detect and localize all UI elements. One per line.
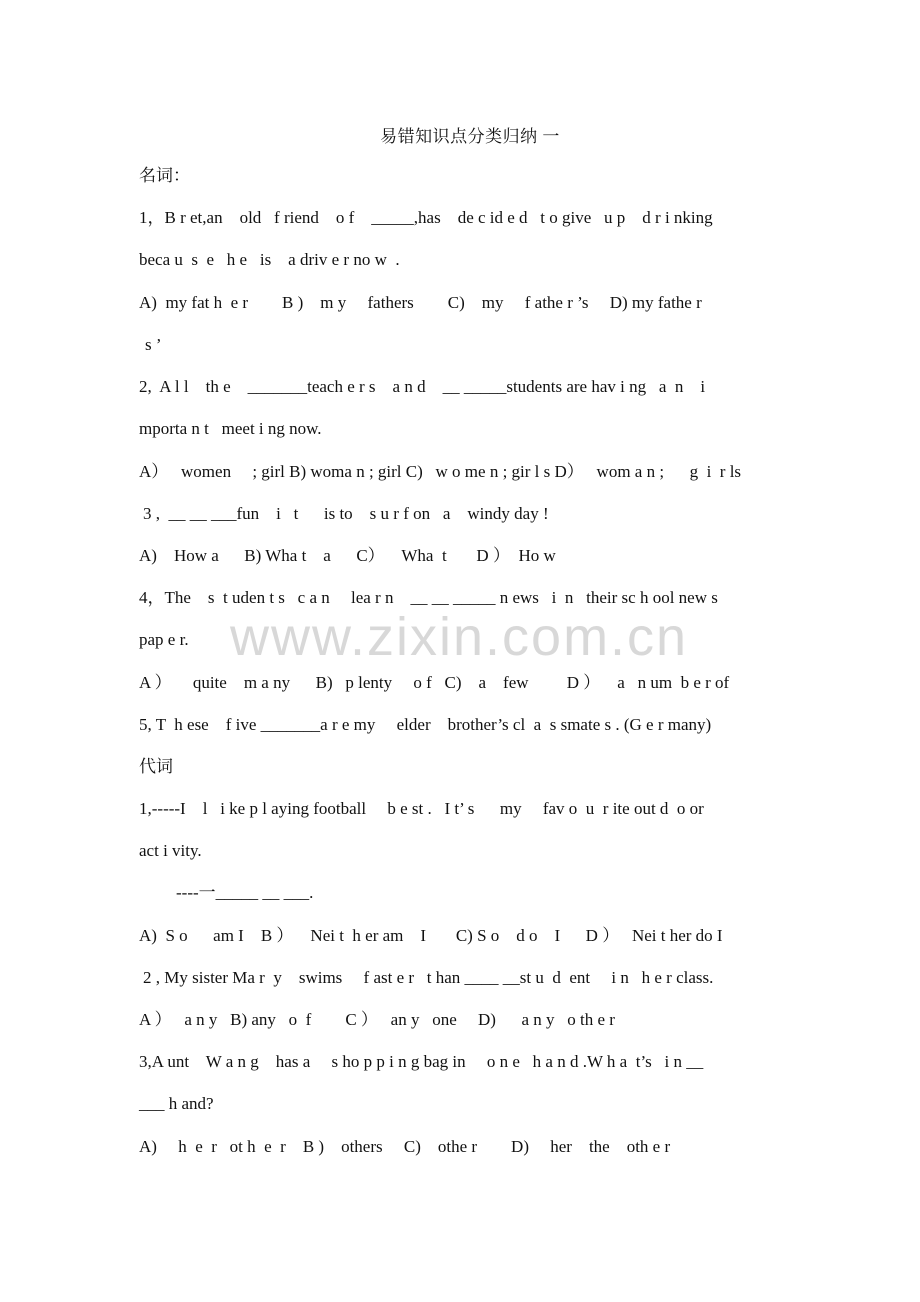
- noun-q1-line2: beca u s e h e is a driv e r no w .: [139, 250, 400, 269]
- pronoun-q3-line2: ___ h and?: [139, 1094, 214, 1113]
- noun-q3-options: A) How a B) Wha t a C） Wha t D ） Ho w: [139, 546, 556, 565]
- noun-q3-line1: 3 , __ __ ___fun i t is to s u r f on a windy day !: [143, 504, 549, 523]
- noun-q2-line1: 2, A l l th e _______teach e r s a n d __ _____students are hav i ng a n i: [139, 377, 706, 396]
- section-heading-noun: 名词：: [139, 166, 190, 185]
- pronoun-q2-line1: 2 , My sister Ma r y swims f ast e r t han ____ __st u d ent i n h e r class.: [143, 968, 714, 987]
- document-title: 易错知识点分类归纳 一: [380, 127, 560, 146]
- pronoun-q1-options: A) S o am I B ） Nei t h er am I C) S o d o I D ） Nei t her do I: [139, 926, 723, 945]
- noun-q4-line1: 4，The s t uden t s c a n lea r n __ __ _____ n ews i n their sc h ool new s: [139, 588, 718, 607]
- pronoun-q3-options: A) h e r ot h e r B ) others C) othe r D) her the oth e r: [139, 1137, 671, 1156]
- pronoun-q3-line1: 3,A unt W a n g has a s ho p p i n g bag in o n e h a n d .W h a t’s i n __: [139, 1052, 704, 1071]
- noun-q4-line2: pap e r.: [139, 630, 189, 649]
- noun-q1-options: A) my fat h e r B ) m y fathers C) my f athe r ’s D) my fathe r: [139, 293, 702, 312]
- noun-q4-options: A ） quite m a ny B) p lenty o f C) a few D ） a n um b e r of: [139, 673, 730, 692]
- noun-q2-line2: mporta n t meet i ng now.: [139, 419, 322, 438]
- pronoun-q2-options: A ） a n y B) any o f C ） an y one D) a n y o th e r: [139, 1010, 615, 1029]
- watermark: www.zixin.com.cn: [230, 607, 689, 667]
- pronoun-q1-line2: act i vity.: [139, 841, 202, 860]
- noun-q1-line1: 1，B r et,an old f riend o f _____,has de c id e d t o give u p d r i nking: [139, 208, 713, 227]
- noun-q5-line1: 5, T h ese f ive _______a r e my elder brother’s cl a s smate s . (G e r many): [139, 715, 712, 734]
- pronoun-q1-answer-line: ----一_____ __ ___.: [176, 883, 314, 902]
- noun-q2-options: A） women ; girl B) woma n ; girl C) w o me n ; gir l s D） wom a n ; g i r ls: [139, 462, 742, 481]
- noun-q1-options-cont: s ’: [145, 335, 162, 354]
- section-heading-pronoun: 代词: [139, 757, 173, 776]
- pronoun-q1-line1: 1,-----I l i ke p l aying football b e st . I t’ s my fav o u r ite out d o or: [139, 799, 704, 818]
